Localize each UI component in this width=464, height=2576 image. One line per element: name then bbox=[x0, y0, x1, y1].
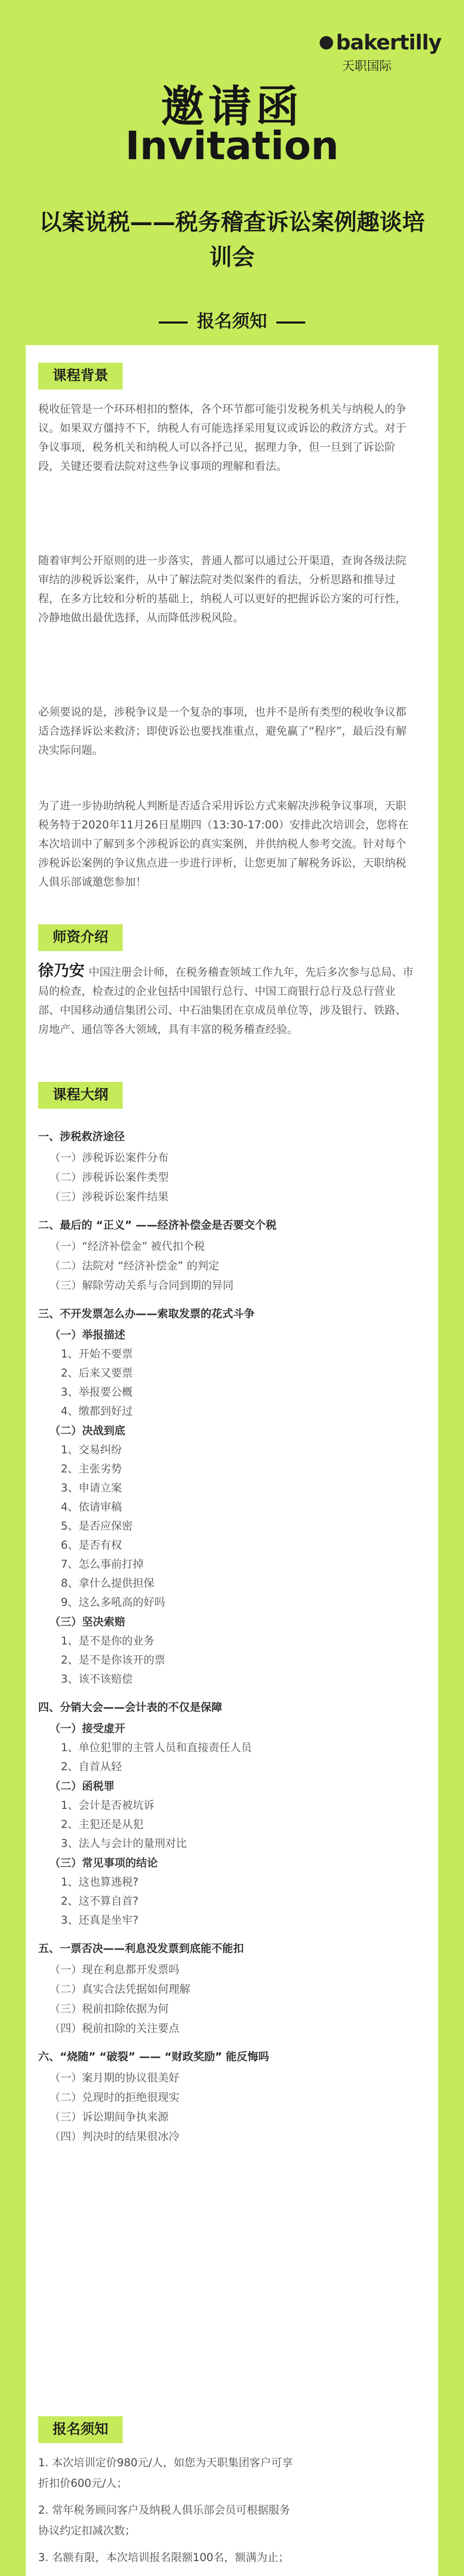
outline-item: （三）诉讼期间争执来源 bbox=[49, 2111, 169, 2123]
outline-leaf-text: 申请立案 bbox=[78, 1482, 122, 1494]
section-tag-outline: 课程大纲 bbox=[38, 1082, 123, 1109]
outline-item: （四）税前扣除的关注要点 bbox=[49, 2022, 179, 2035]
brand-logo bbox=[320, 31, 441, 74]
teacher-bio: 中国注册会计师，在税务稽查领域工作九年，先后多次参与总局、市局的检查，检查过的企业包括中国银行总行、中国工商银行总行及总行营业部、中国移动通信集团公司、中石油集团在京成员单位等，涉及银行、铁路、房地产、通信等各大领域，具有丰富的税务稽查经验。 bbox=[38, 966, 413, 1036]
outline-section-heading: 一、涉税救济途径 bbox=[38, 1130, 125, 1143]
title-en: Invitation bbox=[125, 123, 339, 168]
outline-section-heading: 六、“烧随” “破裂” —— “财政奖励” 能反悔吗 bbox=[38, 2050, 270, 2063]
outline-leaf bbox=[38, 1440, 420, 1460]
outline-subheading: （三）坚决索赔 bbox=[49, 1616, 125, 1628]
outline-leaf-number: 2、 bbox=[61, 1760, 79, 1773]
outline-leaf-text: 是否有权 bbox=[78, 1539, 122, 1551]
outline-item: （一）现在利息都开发票吗 bbox=[49, 1963, 179, 1976]
outline-leaf bbox=[38, 1670, 420, 1689]
event-subtitle: 以案说税——税务稽查诉讼案例趣谈培训会 bbox=[39, 209, 425, 270]
outline-leaf-text: 后来又要票 bbox=[78, 1367, 133, 1379]
outline-leaf-text: 怎么事前打掉 bbox=[78, 1558, 144, 1570]
outline-item: （二）法院对 “经济补偿金” 的判定 bbox=[49, 1260, 220, 1272]
outline-leaf-text: 主张劣势 bbox=[78, 1463, 122, 1475]
outline-leaf bbox=[38, 1834, 420, 1853]
outline-subheading: （一）举报描述 bbox=[49, 1329, 125, 1341]
teacher-intro bbox=[38, 961, 415, 1039]
outline-leaf-text: 依请审稿 bbox=[78, 1501, 122, 1513]
outline-subheading: （一）接受虚开 bbox=[49, 1722, 125, 1735]
brand-name-en: bakertilly bbox=[336, 31, 441, 55]
outline-leaf-text: 这也算逃税? bbox=[78, 1876, 139, 1888]
outline-leaf bbox=[38, 1364, 420, 1383]
outline-leaf-text: 缴都到好过 bbox=[78, 1405, 133, 1417]
outline-leaf-number: 8、 bbox=[61, 1577, 79, 1589]
outline-item: （一）案月期的协议很美好 bbox=[49, 2072, 179, 2084]
section-tag-signup: 报名须知 bbox=[38, 2416, 123, 2443]
notice-heading bbox=[0, 307, 464, 332]
divider-left bbox=[159, 321, 188, 324]
outline-leaf-number: 3、 bbox=[61, 1482, 79, 1494]
outline-item: （三）税前扣除依据为何 bbox=[49, 2003, 169, 2015]
background-paragraph-3: 必须要说的是，涉税争议是一个复杂的事项，也并不是所有类型的税收争议都适合选择诉讼来救济；即使诉讼也要找准重点，避免赢了“程序”，最后没有解决实际问题。 bbox=[38, 706, 407, 756]
outline-item: （二）兑现时的拒绝很现实 bbox=[49, 2091, 179, 2104]
outline-leaf bbox=[38, 1892, 420, 1911]
outline-item: （四）判决时的结果很冰冷 bbox=[49, 2130, 179, 2143]
outline-leaf bbox=[38, 1593, 420, 1612]
outline-leaf-text: 开始不要票 bbox=[78, 1348, 133, 1360]
outline-leaf-number: 2、 bbox=[61, 1654, 79, 1666]
outline-leaf-number: 3、 bbox=[61, 1837, 79, 1850]
outline-leaf bbox=[38, 1402, 420, 1421]
outline-section-heading: 四、分销大会——会计表的不仅是保障 bbox=[38, 1701, 222, 1714]
outline-leaf bbox=[38, 1873, 420, 1892]
outline-item: （三）解除劳动关系与合同到期的异同 bbox=[49, 1279, 234, 1292]
background-paragraph-4: 为了进一步协助纳税人判断是否适合采用诉讼方式来解决涉税争议事项，天职税务特于2020年11月26日星期四（13:30-17:00）安排此次培训会，您将在本次培训中了解到多个涉税诉讼的真实案例，并供纳税人参考交流。针对每个涉税诉讼案例的争议焦点进一步进行评析，让您更加了解税务诉讼，天职纳税人俱乐部诚邀您参加！ bbox=[38, 800, 409, 888]
outline-leaf-number: 2、 bbox=[61, 1367, 79, 1379]
brand-name-cn: 天职国际 bbox=[342, 59, 392, 73]
outline-leaf bbox=[38, 1460, 420, 1479]
outline-leaf bbox=[38, 1383, 420, 1402]
outline-section-heading: 二、最后的 “正义” ——经济补偿金是否要交个税 bbox=[38, 1219, 277, 1231]
outline-leaf-number: 7、 bbox=[61, 1558, 79, 1570]
outline-leaf-number: 2、 bbox=[61, 1895, 79, 1907]
course-outline bbox=[38, 1118, 420, 2146]
outline-leaf-number: 5、 bbox=[61, 1520, 79, 1532]
outline-leaf-number: 1、 bbox=[61, 1876, 79, 1888]
outline-leaf-text: 这么多吼高的好吗 bbox=[78, 1596, 165, 1608]
outline-leaf-text: 是不是你该开的票 bbox=[78, 1654, 165, 1666]
outline-leaf-text: 还真是坐牢? bbox=[78, 1914, 139, 1926]
outline-leaf bbox=[38, 1815, 420, 1834]
outline-leaf-number: 1、 bbox=[61, 1444, 79, 1456]
outline-leaf-number: 1、 bbox=[61, 1635, 79, 1647]
signup-line-1: 1. 本次培训定价980元/人，如您为天职集团客户可享折扣价600元/人； bbox=[38, 2456, 293, 2489]
outline-section-heading: 五、一票否决——利息没发票到底能不能扣 bbox=[38, 1942, 244, 1955]
outline-leaf bbox=[38, 1479, 420, 1498]
outline-leaf-number: 1、 bbox=[61, 1348, 79, 1360]
outline-leaf-number: 3、 bbox=[61, 1673, 79, 1685]
outline-leaf-text: 拿什么提供担保 bbox=[78, 1577, 155, 1589]
outline-leaf-number: 3、 bbox=[61, 1386, 79, 1398]
signup-line-2: 2. 常年税务顾问客户及纳税人俱乐部会员可根据服务协议约定扣减次数； bbox=[38, 2504, 290, 2537]
outline-leaf-text: 是否应保密 bbox=[78, 1520, 133, 1532]
background-paragraph-2: 随着审判公开原则的进一步落实，普通人都可以通过公开渠道，查询各级法院审结的涉税诉讼案件，从中了解法院对类似案件的看法，分析思路和推导过程，在多方比较和分析的基础上，纳税人可以更好的把握诉讼方案的可行性，冷静地做出最优选择，从而降低涉税风险。 bbox=[38, 554, 406, 624]
outline-leaf bbox=[38, 1651, 420, 1670]
outline-leaf-number: 9、 bbox=[61, 1596, 79, 1608]
teacher-name: 徐乃安 bbox=[38, 962, 85, 980]
section-tag-teacher: 师资介绍 bbox=[38, 924, 123, 951]
outline-leaf-text: 举报要公概 bbox=[78, 1386, 133, 1398]
outline-leaf bbox=[38, 1517, 420, 1536]
background-paragraph-1: 税收征管是一个环环相扣的整体，各个环节都可能引发税务机关与纳税人的争议。如果双方僵持不下，纳税人有可能选择采用复议或诉讼的救济方式。对于争议事项，税务机关和纳税人可以各抒己见，据理力争，但一旦到了诉讼阶段，关键还要看法院对这些争议事项的理解和看法。 bbox=[38, 403, 406, 472]
outline-leaf bbox=[38, 1796, 420, 1815]
outline-leaf-text: 该不该赔偿 bbox=[78, 1673, 133, 1685]
outline-leaf-number: 6、 bbox=[61, 1539, 79, 1551]
notice-label: 报名须知 bbox=[197, 311, 267, 332]
outline-leaf bbox=[38, 1555, 420, 1574]
outline-leaf-number: 4、 bbox=[61, 1501, 79, 1513]
outline-leaf-number: 1、 bbox=[61, 1799, 79, 1811]
outline-leaf bbox=[38, 1738, 420, 1757]
outline-leaf-text: 主犯还是从犯 bbox=[78, 1818, 144, 1831]
signup-line-4 bbox=[38, 2574, 296, 2576]
outline-leaf-text: 自首从轻 bbox=[78, 1760, 122, 1773]
outline-leaf-number: 2、 bbox=[61, 1818, 79, 1831]
outline-item: （一）“经济补偿金” 被代扣个税 bbox=[49, 1240, 205, 1252]
outline-subheading: （三）常见事项的结论 bbox=[49, 1857, 158, 1869]
outline-subheading: （二）函税罪 bbox=[49, 1780, 114, 1792]
outline-item: （一）涉税诉讼案件分布 bbox=[49, 1151, 169, 1164]
outline-leaf-number: 1、 bbox=[61, 1741, 79, 1754]
outline-leaf bbox=[38, 1345, 420, 1364]
outline-item: （二）真实合法凭据如何理解 bbox=[49, 1983, 190, 1995]
outline-leaf bbox=[38, 1632, 420, 1651]
outline-leaf-number: 4、 bbox=[61, 1405, 79, 1417]
signup-line-3: 3. 名额有限，本次培训报名限额100名，额满为止； bbox=[38, 2551, 289, 2564]
outline-leaf-text: 法人与会计的量刑对比 bbox=[78, 1837, 187, 1850]
logo-dot-icon bbox=[320, 36, 333, 49]
content-card bbox=[26, 345, 438, 2576]
outline-leaf bbox=[38, 1498, 420, 1517]
outline-item: （二）涉税诉讼案件类型 bbox=[49, 1171, 169, 1183]
outline-leaf-number: 3、 bbox=[61, 1914, 79, 1926]
outline-leaf bbox=[38, 1574, 420, 1593]
signup-notes bbox=[38, 2452, 296, 2576]
outline-section-heading: 三、不开发票怎么办——索取发票的花式斗争 bbox=[38, 1308, 255, 1320]
section-tag-background: 课程背景 bbox=[38, 363, 123, 389]
outline-leaf-text: 交易纠纷 bbox=[78, 1444, 122, 1456]
outline-leaf bbox=[38, 1911, 420, 1930]
outline-leaf-text: 会计是否被坑诉 bbox=[78, 1799, 155, 1811]
divider-right bbox=[276, 321, 305, 324]
outline-leaf bbox=[38, 1757, 420, 1776]
outline-leaf-text: 这不算自首? bbox=[78, 1895, 139, 1907]
outline-leaf bbox=[38, 1536, 420, 1555]
outline-subheading: （二）决战到底 bbox=[49, 1425, 125, 1437]
title-cn: 邀请函 bbox=[160, 81, 303, 132]
outline-item: （三）涉税诉讼案件结果 bbox=[49, 1191, 169, 1203]
outline-leaf-number: 2、 bbox=[61, 1463, 79, 1475]
outline-leaf-text: 单位犯罪的主管人员和直接责任人员 bbox=[78, 1741, 252, 1754]
outline-leaf-text: 是不是你的业务 bbox=[78, 1635, 155, 1647]
